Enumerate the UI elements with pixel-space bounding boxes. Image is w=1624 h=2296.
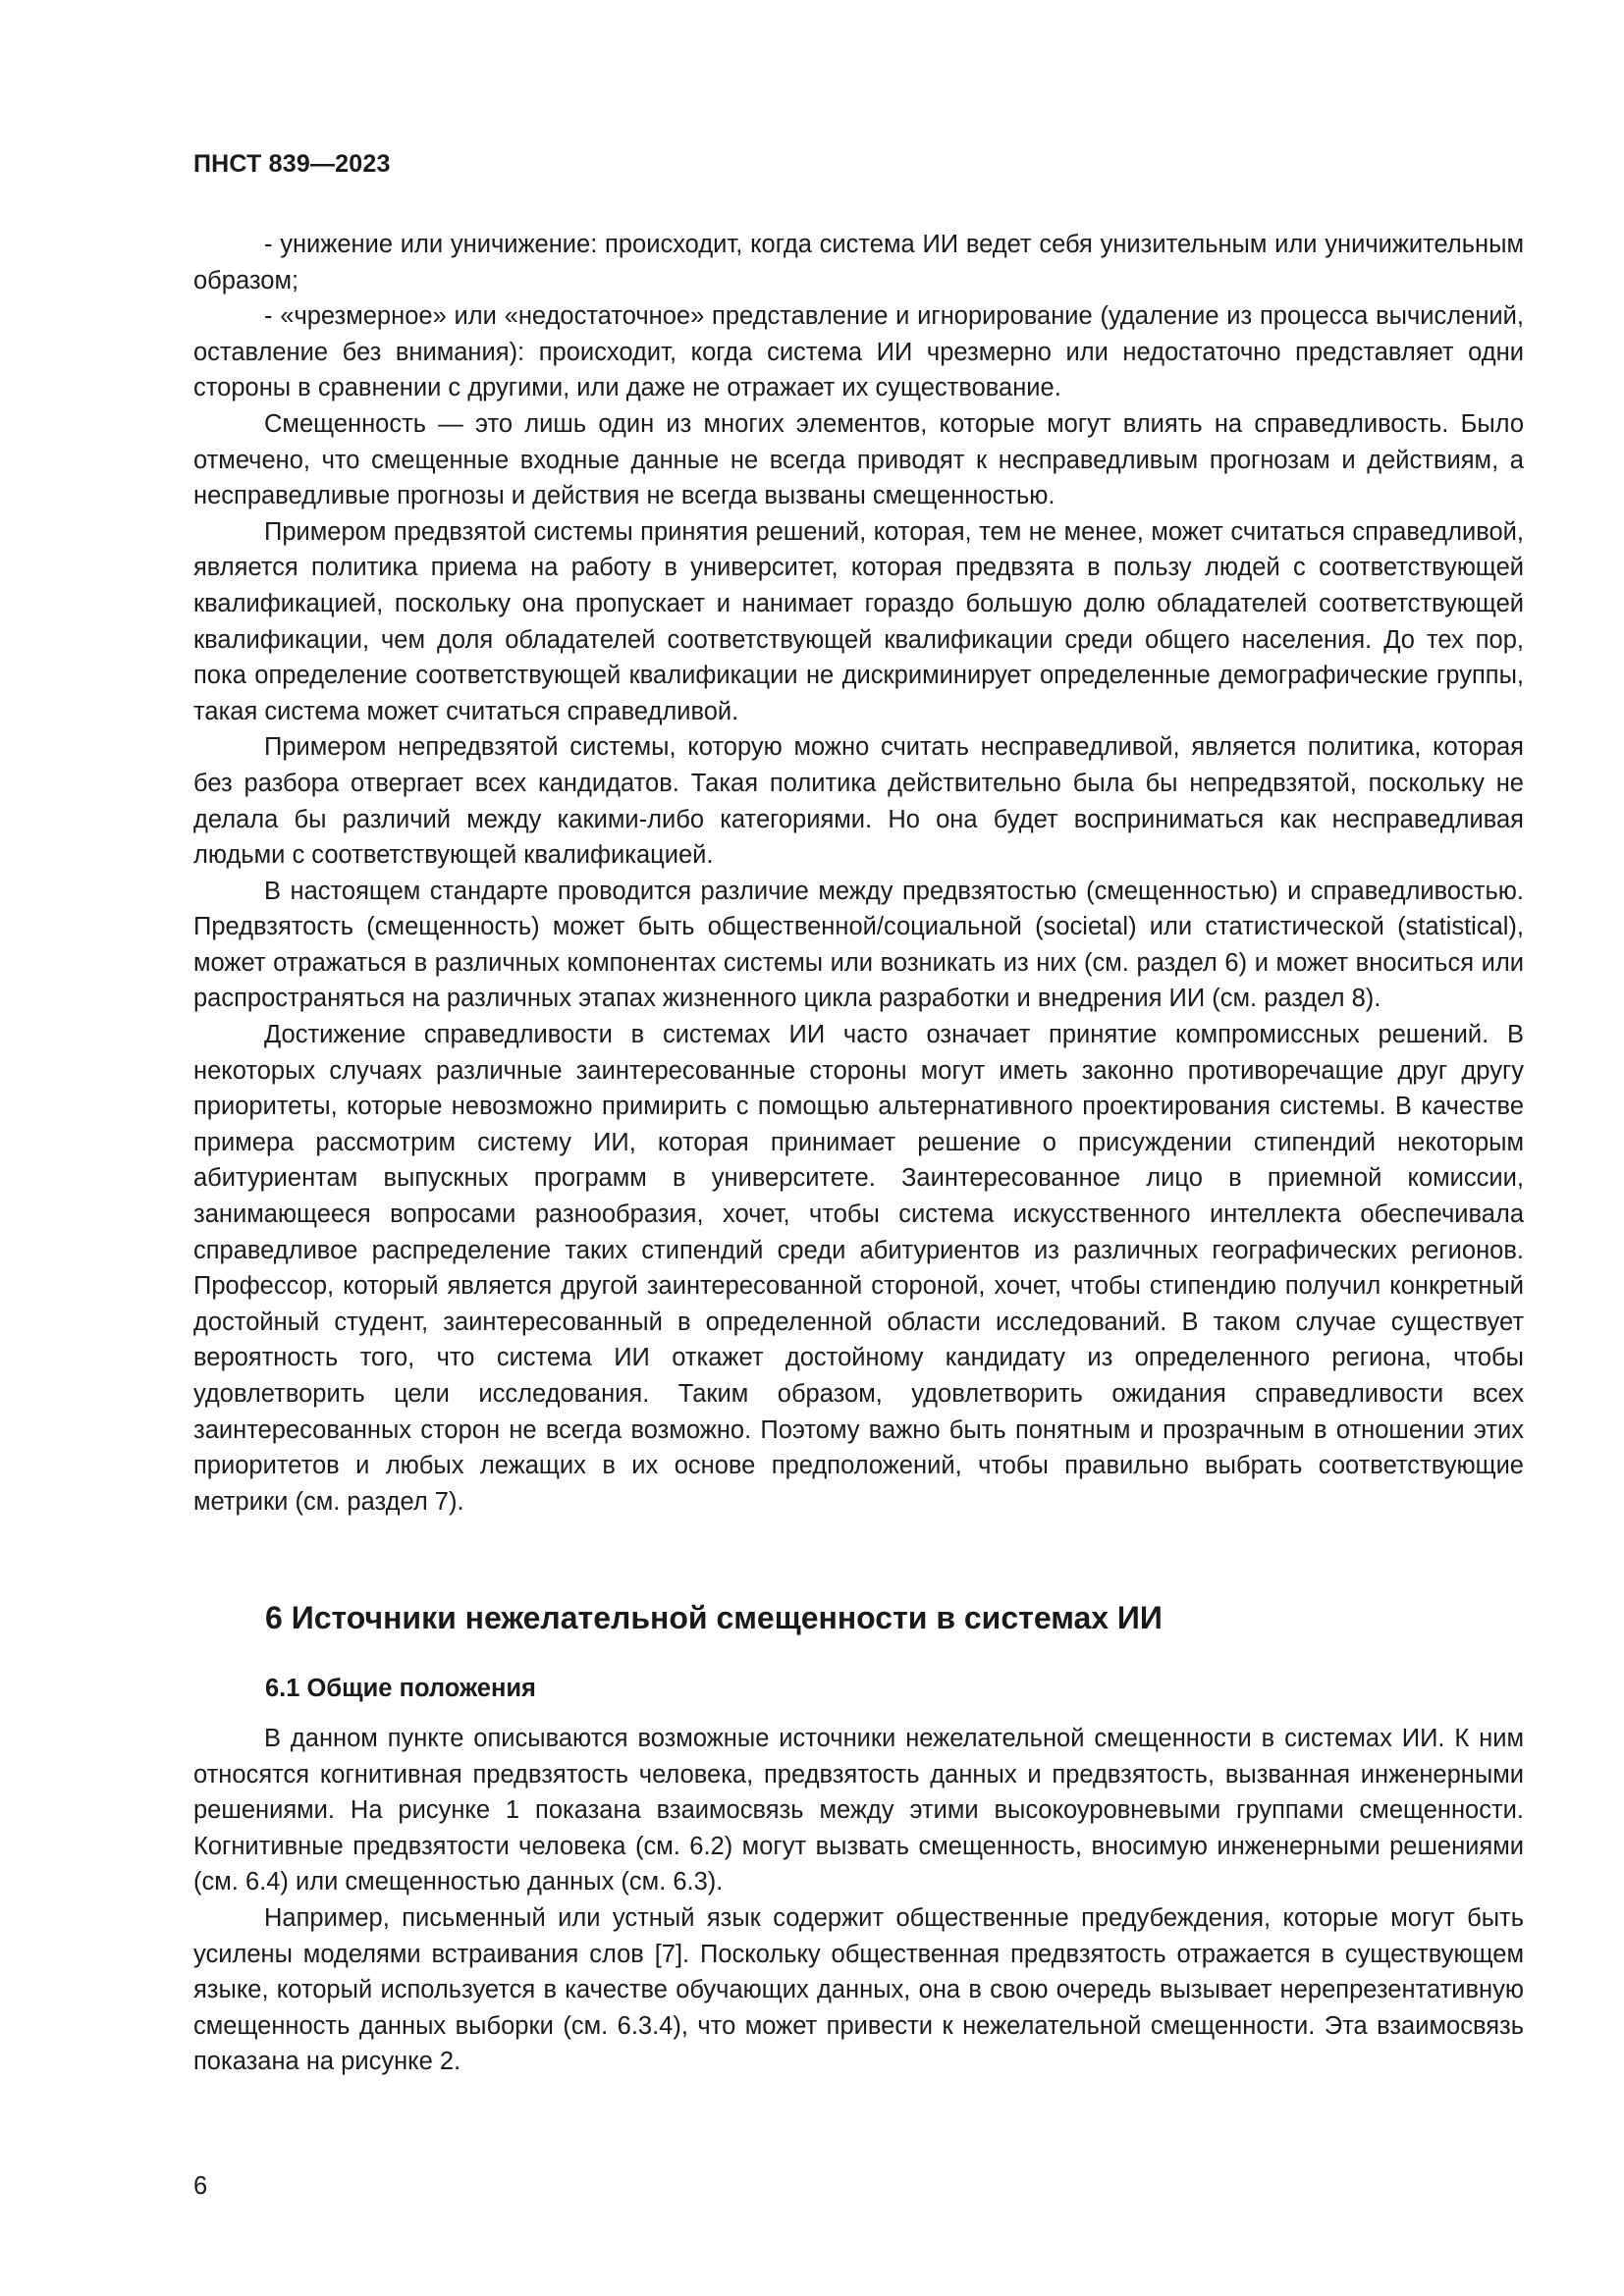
body-text-top bbox=[193, 227, 1524, 1520]
document-id-header: ПНСТ 839—2023 bbox=[193, 150, 391, 178]
paragraph: Достижение справедливости в системах ИИ часто означает принятие компромиссных решений. В некоторых случаях различные заинтересованные стороны могут иметь законно противоречащие друг другу приоритеты, которые невозможно примирить с помощью альтернативного проектирования системы. В качестве примера рассмотрим систему ИИ, которая принимает решение о присуждении стипендий некоторым абитуриентам выпускных программ в университете. Заинтересованное лицо в приемной комиссии, занимающееся вопросами разнообразия, хочет, чтобы система искусственного интеллекта обеспечивала справедливое распределение таких стипендий среди абитуриентов из различных географических регионов. Профессор, который является другой заинтересованной стороной, хочет, чтобы стипендию получил конкретный достойный студент, заинтересованный в определенной области исследований. В таком случае существует вероятность того, что система ИИ откажет достойному кандидату из определенного региона, чтобы удовлетворить цели исследования. Таким образом, удовлетворить ожидания справедливости всех заинтересованных сторон не всегда возможно. Поэтому важно быть понятным и прозрачным в отношении этих приоритетов и любых лежащих в их основе предположений, чтобы правильно выбрать соответствующие метрики (см. раздел 7). bbox=[193, 1021, 1524, 1516]
paragraph: Например, письменный или устный язык содержит общественные предубеждения, которые могут быть усилены моделями встраивания слов [7]. Поскольку общественная предвзятость отражается в существующем языке, который используется в качестве обучающих данных, она в свою очередь вызывает нерепрезентативную смещенность данных выборки (см. 6.3.4), что может привести к нежелательной смещенности. Эта взаимосвязь показана на рисунке 2. bbox=[193, 1903, 1524, 2076]
section-heading: 6 Источники нежелательной смещенности в системах ИИ bbox=[265, 1600, 1163, 1635]
paragraph: В настоящем стандарте проводится различие между предвзятостью (смещенностью) и справедливостью. Предвзятость (смещенность) может быть общественной/социальной (societal) или статистической (statistical), может отражаться в различных компонентах системы или возникать из них (см. раздел 6) и может вноситься или распространяться на различных этапах жизненного цикла разработки и внедрения ИИ (см. раздел 8). bbox=[193, 877, 1524, 1013]
page-number: 6 bbox=[193, 2172, 208, 2200]
paragraph: В данном пункте описываются возможные источники нежелательной смещенности в системах ИИ. К ним относятся когнитивная предвзятость человека, предвзятость данных и предвзятость, вызванная инженерными решениями. На рисунке 1 показана взаимосвязь между этими высокоуровневыми группами смещенности. Когнитивные предвзятости человека (см. 6.2) могут вызвать смещенность, вносимую инженерными решениями (см. 6.4) или смещенностью данных (см. 6.3). bbox=[193, 1725, 1524, 1896]
paragraph: Примером предвзятой системы принятия решений, которая, тем не менее, может считаться справедливой, является политика приема на работу в университет, которая предвзята в пользу людей с соответствующей квалификацией, поскольку она пропускает и нанимает гораздо большую долю обладателей соответствующей квалификации, чем доля обладателей соответствующей квалификации среди общего населения. До тех пор, пока определение соответствующей квалификации не дискриминирует определенные демографические группы, такая система может считаться справедливой. bbox=[193, 517, 1524, 725]
subsection-heading: 6.1 Общие положения bbox=[265, 1675, 536, 1702]
paragraph: - «чрезмерное» или «недостаточное» представление и игнорирование (удаление из процесса вычислений, оставление без внимания): происходит, когда система ИИ чрезмерно или недостаточно представляет одни стороны в сравнении с другими, или даже не отражает их существование. bbox=[193, 302, 1524, 402]
paragraph: - унижение или уничижение: происходит, когда система ИИ ведет себя унизительным или уничижительным образом; bbox=[193, 231, 1524, 294]
body-text-bottom bbox=[193, 1721, 1524, 2080]
paragraph: Примером непредвзятой системы, которую можно считать несправедливой, является политика, которая без разбора отвергает всех кандидатов. Такая политика действительно была бы непредвзятой, поскольку не делала бы различий между какими-либо категориями. Но она будет восприниматься как несправедливая людьми с соответствующей квалификацией. bbox=[193, 733, 1524, 870]
paragraph: Смещенность — это лишь один из многих элементов, которые могут влиять на справедливость. Было отмечено, что смещенные входные данные не всегда приводят к несправедливым прогнозам и действиям, а несправедливые прогнозы и действия не всегда вызваны смещенностью. bbox=[193, 409, 1524, 510]
